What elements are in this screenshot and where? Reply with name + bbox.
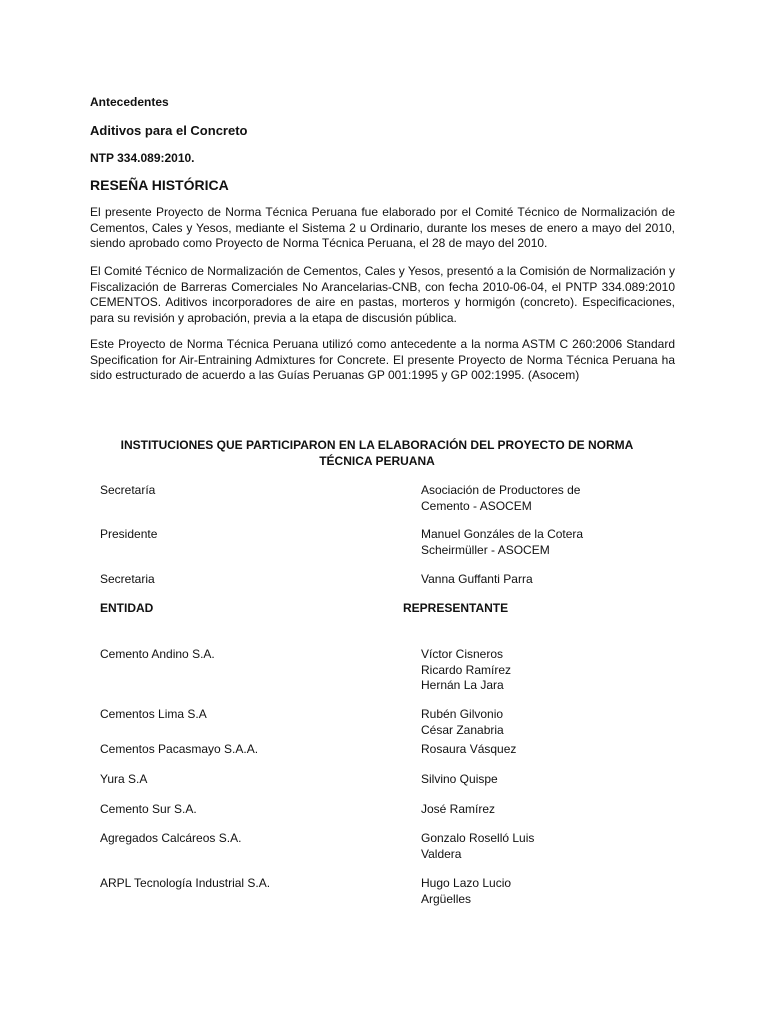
representante-name: Gonzalo Roselló Luis	[421, 831, 535, 845]
role-label: Presidente	[100, 527, 158, 541]
table-row-entidad: Yura S.A	[100, 772, 148, 786]
table-row-representantes	[421, 802, 681, 818]
paragraph-3: Este Proyecto de Norma Técnica Peruana utilizó como antecedente a la norma ASTM C 260:2006 Standard Specification for Air-Entraining Admixtures for Concrete. El presente Proyecto de Norma Técnica Peruana ha sido estructurado de acuerdo a las Guías Peruanas GP 001:1995 y GP 002:1995. (Asocem)	[90, 337, 675, 383]
role-person-line: Cemento - ASOCEM	[421, 498, 532, 513]
representante-name: Silvino Quispe	[421, 772, 498, 786]
representante-name: Víctor Cisneros	[421, 647, 504, 661]
table-row-entidad: Agregados Calcáreos S.A.	[100, 831, 242, 845]
role-person-line: Scheirmüller - ASOCEM	[421, 542, 550, 557]
representante-name: César Zanabria	[421, 722, 504, 737]
heading-aditivos: Aditivos para el Concreto	[90, 123, 248, 138]
heading-ntp: NTP 334.089:2010.	[90, 151, 195, 165]
table-row-representantes	[421, 772, 681, 788]
paragraph-2: El Comité Técnico de Normalización de Cementos, Cales y Yesos, presentó a la Comisión de Normalización y Fiscalización de Barreras Comerciales No Arancelarias-CNB, con fecha 2010-06-04, el PNTP 334.089:2010 CEMENTOS. Aditivos incorporadores de aire en pastas, morteros y hormigón (concreto). Especificaciones, para su revisión y aprobación, previa a la etapa de discusión pública.	[90, 264, 675, 325]
role-person-line: Vanna Guffanti Parra	[421, 572, 533, 586]
heading-antecedentes: Antecedentes	[90, 95, 169, 109]
table-row-entidad: ARPL Tecnología Industrial S.A.	[100, 876, 271, 890]
paragraph-1: El presente Proyecto de Norma Técnica Peruana fue elaborado por el Comité Técnico de Normalización de Cementos, Cales y Yesos, mediante el Sistema 2 u Ordinario, durante los meses de enero a mayo del 2010, siendo aprobado como Proyecto de Norma Técnica Peruana, el 28 de mayo del 2010.	[90, 205, 675, 251]
instituciones-title	[77, 438, 677, 469]
column-header-entidad: ENTIDAD	[100, 601, 154, 615]
table-row-entidad: Cementos Lima S.A	[100, 707, 207, 721]
representante-name: José Ramírez	[421, 802, 496, 816]
role-person	[421, 483, 681, 514]
role-person	[421, 572, 681, 588]
representante-name: Rosaura Vásquez	[421, 742, 517, 756]
representante-name: Hugo Lazo Lucio	[421, 876, 512, 890]
instituciones-title-line-1: INSTITUCIONES QUE PARTICIPARON EN LA ELABORACIÓN DEL PROYECTO DE NORMA	[120, 438, 634, 452]
heading-resena: RESEÑA HISTÓRICA	[90, 177, 229, 193]
role-person-line: Manuel Gonzáles de la Cotera	[421, 527, 584, 541]
role-label: Secretaria	[100, 572, 155, 586]
role-person	[421, 527, 681, 558]
table-row-representantes	[421, 876, 681, 907]
table-row-representantes	[421, 707, 681, 738]
table-row-entidad: Cementos Pacasmayo S.A.A.	[100, 742, 259, 756]
role-person-line: Asociación de Productores de	[421, 483, 581, 497]
representante-name: Hernán La Jara	[421, 678, 504, 693]
representante-name: Rubén Gilvonio	[421, 707, 504, 721]
column-header-representante: REPRESENTANTE	[403, 601, 509, 615]
representante-name: Ricardo Ramírez	[421, 662, 512, 677]
table-row-representantes	[421, 647, 681, 694]
instituciones-title-line-2: TÉCNICA PERUANA	[319, 453, 435, 468]
table-row-representantes	[421, 742, 681, 758]
representante-name: Valdera	[421, 846, 462, 861]
representante-name: Argüelles	[421, 891, 472, 906]
table-row-representantes	[421, 831, 681, 862]
table-row-entidad: Cemento Andino S.A.	[100, 647, 215, 661]
table-row-entidad: Cemento Sur S.A.	[100, 802, 197, 816]
role-label: Secretaría	[100, 483, 156, 497]
